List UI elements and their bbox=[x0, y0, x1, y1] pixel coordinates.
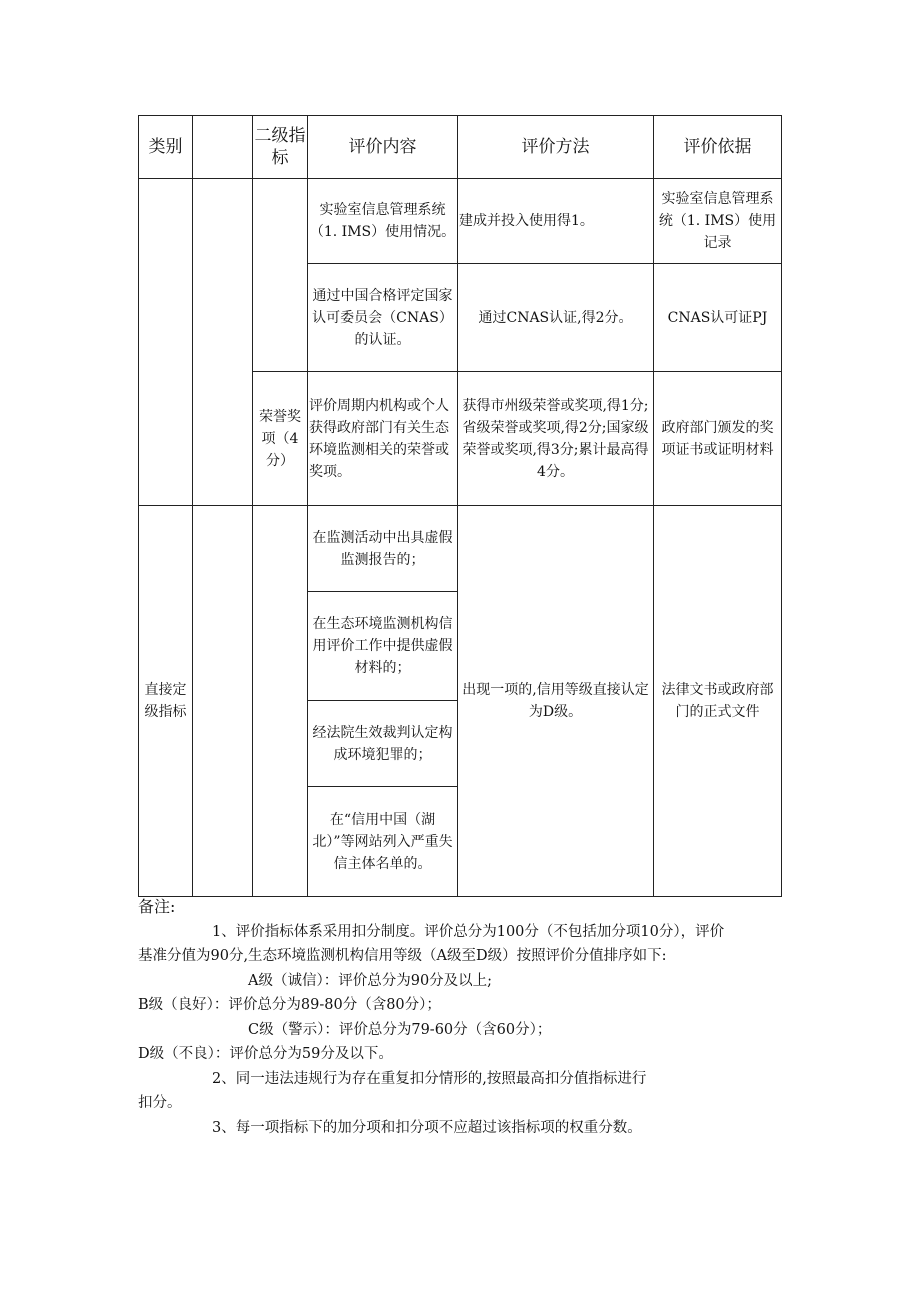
content-cell: 在“信用中国（湖北）”等网站列入严重失信主体名单的。 bbox=[308, 787, 458, 897]
note-2-continued: 扣分。 bbox=[138, 1095, 182, 1111]
method-cell: 建成并投入使用得1。 bbox=[458, 179, 654, 264]
content-cell: 评价周期内机构或个人获得政府部门有关生态环境监测相关的荣誉或奖项。 bbox=[308, 372, 458, 506]
content-cell: 在生态环境监测机构信用评价工作中提供虚假材料的； bbox=[308, 592, 458, 701]
content-cell: 在监测活动中出具虚假监测报告的； bbox=[308, 506, 458, 592]
grade-d: D级（不良）：评价总分为59分及以下。 bbox=[138, 1046, 393, 1062]
header-content: 评价内容 bbox=[308, 116, 458, 179]
content-cell: 通过中国合格评定国家认可委员会（CNAS）的认证。 bbox=[308, 264, 458, 372]
notes-title: 备注: bbox=[138, 897, 176, 916]
content-cell: 实验室信息管理系统（1. IMS）使用情况。 bbox=[308, 179, 458, 264]
note-3: 3、每一项指标下的加分项和扣分项不应超过该指标项的权重分数。 bbox=[212, 1119, 642, 1136]
category-cell: 直接定级指标 bbox=[139, 506, 193, 897]
header-level2: 二级指标 bbox=[253, 116, 308, 179]
header-method: 评价方法 bbox=[458, 116, 654, 179]
level1-cell bbox=[193, 506, 253, 897]
table-header-row bbox=[139, 116, 782, 179]
level2-cell: 荣誉奖项（4分） bbox=[253, 372, 308, 506]
header-level1 bbox=[193, 116, 253, 179]
header-basis: 评价依据 bbox=[654, 116, 782, 179]
method-cell: 出现一项的,信用等级直接认定为D级。 bbox=[458, 506, 654, 897]
basis-cell: CNAS认可证PJ bbox=[654, 264, 782, 372]
method-cell: 获得市州级荣誉或奖项,得1分;省级荣誉或奖项,得2分;国家级荣誉或奖项,得3分;累计最高得4分。 bbox=[458, 372, 654, 506]
header-category: 类别 bbox=[139, 116, 193, 179]
basis-cell: 实验室信息管理系统（1. IMS）使用记录 bbox=[654, 179, 782, 264]
evaluation-table bbox=[138, 115, 782, 897]
note-2: 2、同一违法违规行为存在重复扣分情形的,按照最高扣分值指标进行 bbox=[212, 1070, 647, 1087]
category-cell bbox=[139, 179, 193, 506]
basis-cell: 政府部门颁发的奖项证书或证明材料 bbox=[654, 372, 782, 506]
table-row bbox=[139, 179, 782, 264]
grade-c: C级（警示）：评价总分为79-60分（含60分）； bbox=[248, 1021, 552, 1038]
grade-b: B级（良好）：评价总分为89-80分（含80分）； bbox=[138, 997, 441, 1013]
level2-cell bbox=[253, 506, 308, 897]
notes-section bbox=[138, 895, 783, 1140]
note-1-continued: 基准分值为90分,生态环境监测机构信用等级（A级至D级）按照评价分值排序如下: bbox=[138, 948, 667, 964]
note-1: 1、评价指标体系采用扣分制度。评价总分为100分（不包括加分项10分），评价 bbox=[212, 923, 725, 940]
level2-cell bbox=[253, 179, 308, 372]
content-cell: 经法院生效裁判认定构成环境犯罪的； bbox=[308, 701, 458, 787]
grade-a: A级（诚信）：评价总分为90分及以上; bbox=[248, 972, 493, 989]
table-row bbox=[139, 506, 782, 592]
method-cell: 通过CNAS认证,得2分。 bbox=[458, 264, 654, 372]
basis-cell: 法律文书或政府部门的正式文件 bbox=[654, 506, 782, 897]
level1-cell bbox=[193, 179, 253, 506]
